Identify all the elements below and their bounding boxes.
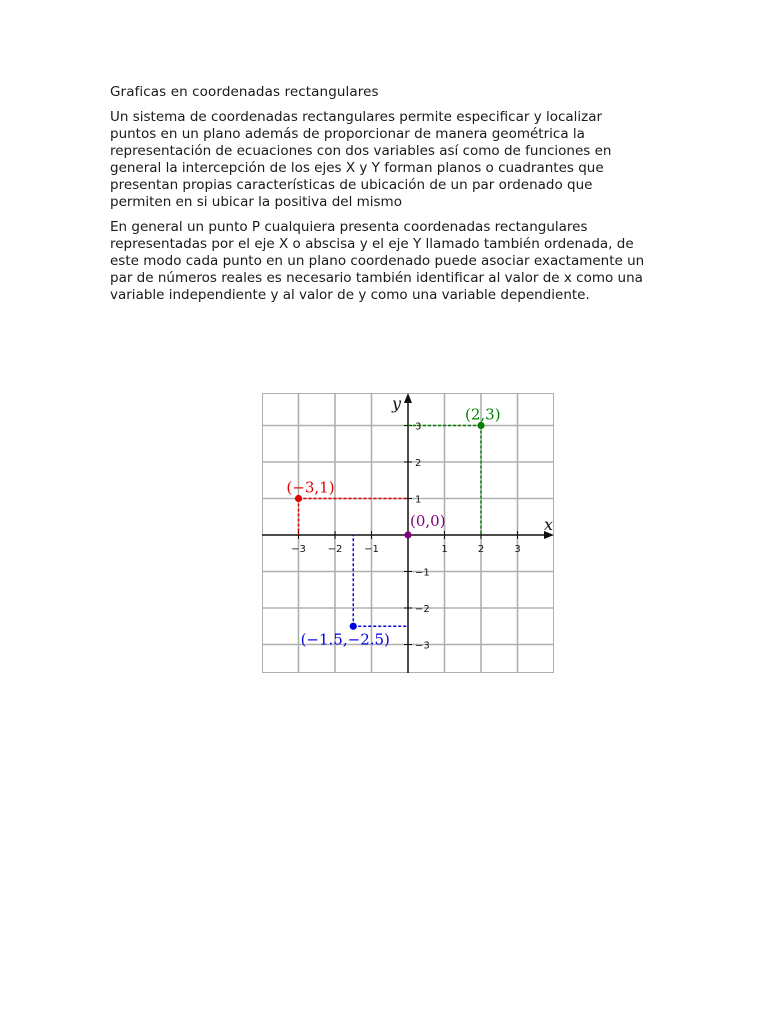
x-tick-label: 3 xyxy=(514,544,521,555)
y-axis-arrow xyxy=(404,393,412,403)
y-tick-label: 1 xyxy=(415,494,422,506)
paragraph-1: Un sistema de coordenadas rectangulares permite especificar y localizar puntos en un plano además de proporcionar de manera geométrica la representación de ecuaciones con dos variables así como de funciones en general la intercepción de los ejes X y Y forman planos o cuadrantes que presentan propias características de ubicación de un par ordenado que permiten en si ubicar la positiva del mismo xyxy=(110,109,612,210)
point-neg3-1-label: (−3,1) xyxy=(286,478,335,497)
x-tick-label: 1 xyxy=(441,544,448,555)
point-0-0-dot xyxy=(404,531,411,538)
x-axis-label: x xyxy=(544,515,554,534)
y-tick-label: −1 xyxy=(415,567,430,579)
coordinate-plane-figure xyxy=(262,393,554,673)
document-page xyxy=(110,84,650,312)
point-neg1.5-neg2.5-label: (−1.5,−2.5) xyxy=(300,630,390,649)
y-tick-label: 3 xyxy=(415,421,422,433)
y-tick-label: 2 xyxy=(415,458,422,469)
coordinate-plane-chart xyxy=(262,393,554,673)
x-tick-label: −2 xyxy=(327,544,343,555)
x-tick-label: 2 xyxy=(477,544,485,555)
paragraph-2: En general un punto P cualquiera presenta coordenadas rectangulares representadas por el eje X o abscisa y el eje Y llamado también ordenada, de este modo cada punto en un plano coordenado puede asociar exactamente un par de números reales es necesario también identificar al valor de x como una variable independiente y al valor de y como una variable dependiente. xyxy=(110,219,645,303)
y-axis-label: y xyxy=(392,394,402,413)
x-tick-label: −1 xyxy=(364,544,379,555)
point-0-0-label: (0,0) xyxy=(410,512,446,530)
y-tick-label: −3 xyxy=(415,640,430,652)
x-tick-label: −3 xyxy=(291,544,306,555)
document-title: Graficas en coordenadas rectangulares xyxy=(110,84,379,100)
point-neg1.5-neg2.5-dot xyxy=(350,623,357,630)
y-tick-label: −2 xyxy=(415,604,430,615)
point-2-3-label: (2,3) xyxy=(465,405,501,424)
